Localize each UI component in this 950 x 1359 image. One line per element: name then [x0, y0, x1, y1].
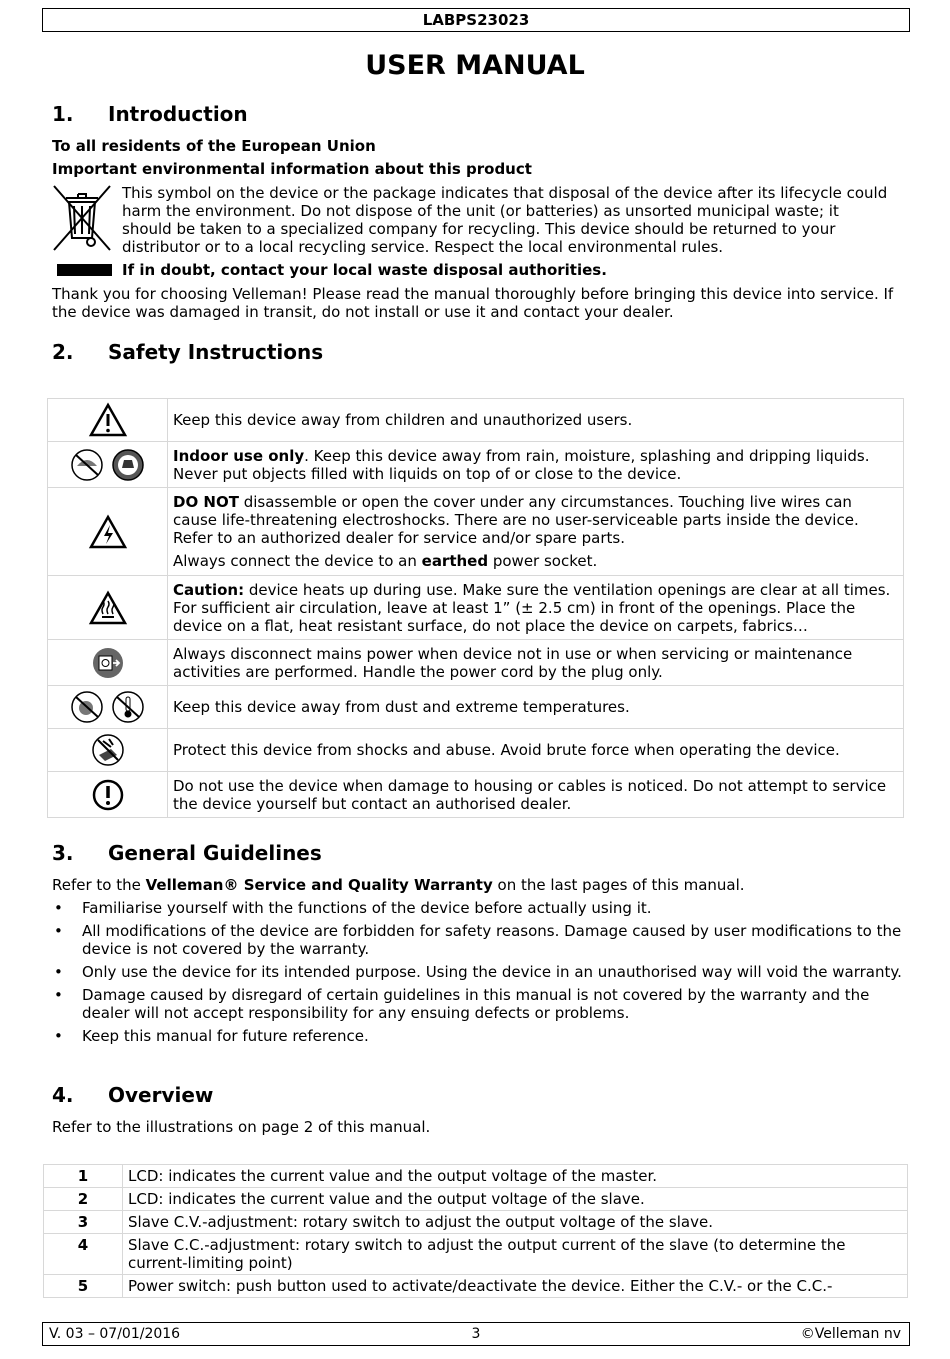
safety-row	[48, 442, 904, 488]
safety-row	[48, 729, 904, 772]
safety-text: Always disconnect mains power when device not in use or when servicing or maintenance activities are performed. Handle the power cord by the plug only.	[168, 640, 904, 686]
safety-row	[48, 399, 904, 442]
table-row: 5 Power switch: push button used to activate/deactivate the device. Either the C.V.- or the C.C.-	[44, 1275, 908, 1298]
environmental-subheading: Important environmental information about this product	[52, 160, 532, 178]
safety-text: Do not use the device when damage to housing or cables is noticed. Do not attempt to service the device yourself but contact an authorised dealer.	[168, 772, 904, 818]
no-dust-icon	[69, 690, 105, 724]
section-heading-guidelines: 3. General Guidelines	[52, 841, 322, 865]
disconnect-mains-icon	[92, 647, 124, 679]
safety-table	[47, 398, 904, 818]
list-item: • Familiarise yourself with the functions of the device before actually using it.	[52, 899, 902, 917]
table-row: 4 Slave C.C.-adjustment: rotary switch to adjust the output current of the slave (to determine the current-limiting point)	[44, 1234, 908, 1275]
safety-text: Protect this device from shocks and abuse. Avoid brute force when operating the device.	[168, 729, 904, 772]
page-number: 3	[471, 1326, 481, 1342]
page-header: LABPS23023	[42, 8, 910, 32]
eu-residents-subheading: To all residents of the European Union	[52, 137, 376, 155]
table-row: 1 LCD: indicates the current value and the output voltage of the master.	[44, 1165, 908, 1188]
warranty-reference: Refer to the Velleman® Service and Quality Warranty on the last pages of this manual.	[52, 876, 745, 894]
no-extreme-temperature-icon	[110, 690, 146, 724]
list-item: • Keep this manual for future reference.	[52, 1027, 902, 1045]
electric-shock-icon	[88, 514, 128, 550]
weee-bin-icon	[52, 184, 112, 254]
safety-row	[48, 576, 904, 640]
safety-text: DO NOT disassemble or open the cover under any circumstances. Touching live wires can cause life-threatening electroshocks. There are no user-serviceable parts inside the device. Refer to an authorized dealer for service and/or spare parts. Always connect the device to an earthed power socket.	[168, 488, 904, 576]
safety-text: Keep this device away from children and unauthorized users.	[168, 399, 904, 442]
safety-row	[48, 488, 904, 576]
page-footer	[42, 1322, 910, 1346]
warning-triangle-icon	[88, 402, 128, 438]
table-row: 2 LCD: indicates the current value and the output voltage of the slave.	[44, 1188, 908, 1211]
weee-disposal-text: This symbol on the device or the package indicates that disposal of the device after its lifecycle could harm the environment. Do not dispose of the unit (or batteries) as unsorted municipal waste; it should be taken to a specialized company for recycling. This device should be returned to your distributor or to a local recycling service. Respect the local environmental rules.	[122, 184, 888, 256]
safety-text: Caution: device heats up during use. Make sure the ventilation openings are clear at all times. For sufficient air circulation, leave at least 1” (± 2.5 cm) in front of the openings. Place the device on a flat, heat resistant surface, do not place the device on carpets, fabrics…	[168, 576, 904, 640]
list-item: • All modifications of the device are forbidden for safety reasons. Damage caused by user modifications to the device is not covered by the warranty.	[52, 922, 902, 958]
safety-row	[48, 640, 904, 686]
section-heading-introduction: 1. Introduction	[52, 102, 248, 126]
copyright: ©Velleman nv	[800, 1326, 901, 1342]
hot-surface-icon	[88, 590, 128, 626]
list-item: • Only use the device for its intended purpose. Using the device in an unauthorised way will void the warranty.	[52, 963, 902, 981]
weee-underline-bar	[57, 264, 112, 276]
indoor-use-icon	[69, 448, 105, 482]
overview-table	[43, 1164, 908, 1298]
overview-intro: Refer to the illustrations on page 2 of this manual.	[52, 1118, 431, 1136]
safety-text: Indoor use only. Keep this device away from rain, moisture, splashing and dripping liquids. Never put objects filled with liquids on top of or close to the device.	[168, 442, 904, 488]
section-heading-overview: 4. Overview	[52, 1083, 214, 1107]
table-row: 3 Slave C.V.-adjustment: rotary switch to adjust the output voltage of the slave.	[44, 1211, 908, 1234]
exclamation-circle-icon	[91, 778, 125, 812]
list-item: • Damage caused by disregard of certain guidelines in this manual is not covered by the warranty and the dealer will not accept responsibility for any ensuing defects or problems.	[52, 986, 902, 1022]
section-heading-safety: 2. Safety Instructions	[52, 340, 324, 364]
version-date: V. 03 – 07/01/2016	[49, 1326, 181, 1342]
waste-authorities-note: If in doubt, contact your local waste disposal authorities.	[122, 261, 607, 279]
safety-row	[48, 772, 904, 818]
safety-text: Keep this device away from dust and extreme temperatures.	[168, 686, 904, 729]
document-title: USER MANUAL	[365, 50, 585, 81]
safety-row	[48, 686, 904, 729]
guidelines-list	[52, 899, 902, 1050]
thank-you-text: Thank you for choosing Velleman! Please read the manual thoroughly before bringing this device into service. If the device was damaged in transit, do not install or use it and contact your dealer.	[52, 285, 894, 321]
shock-protection-icon	[91, 733, 125, 767]
no-splashing-icon	[110, 448, 146, 482]
